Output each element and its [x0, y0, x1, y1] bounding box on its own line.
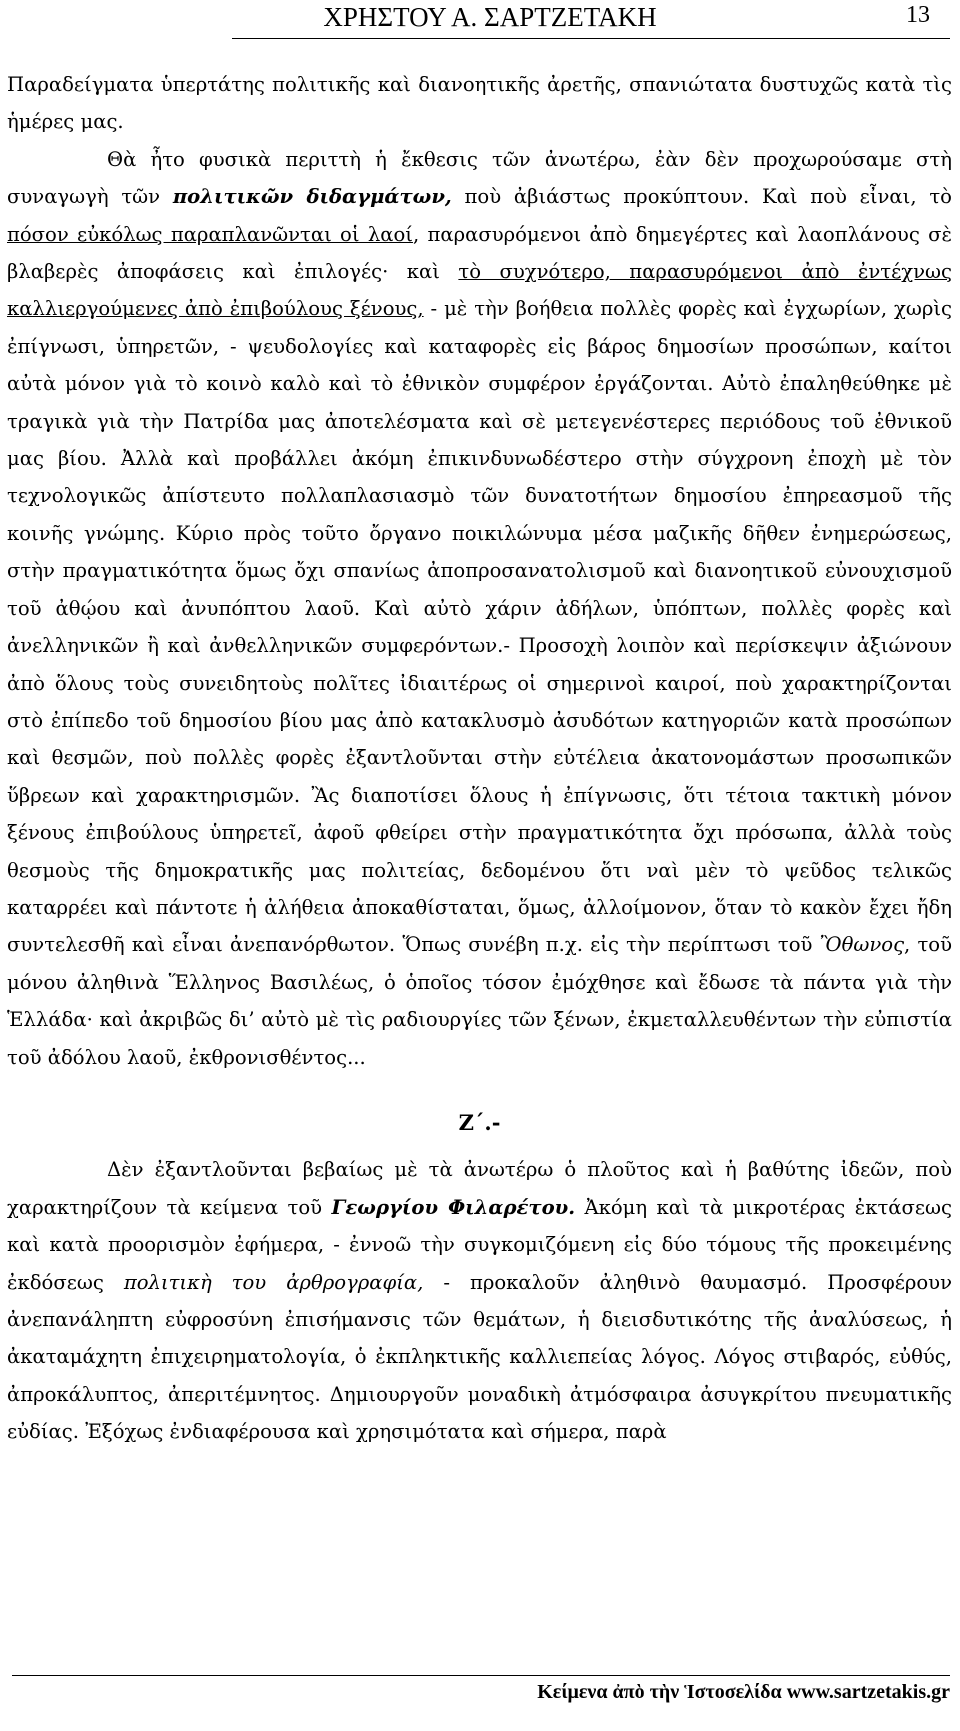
document-body	[7, 66, 952, 1451]
text-run: - μὲ τὴν βοήθεια πολλὲς φορὲς καὶ ἐγχωρίων, χωρὶς ἐπίγνωσι, ὑπηρετῶν, - ψευδολογίες καὶ καταφορὲς εἰς βάρος δημοσίων προσώπων, καίτοι αὐτὰ μόνον γιὰ τὸ κοινὸ καλὸ καὶ τὸ ἐθνικὸν συμφέρον ἐργάζονται. Αὐτὸ ἐπαληθεύθηκε μὲ τραγικὰ γιὰ τὴν Πατρίδα μας ἀποτελέσματα καὶ σὲ μετεγενέστερες περιόδους τοῦ ἐθνικοῦ μας βίου. Ἀλλὰ καὶ προβάλλει ἀκόμη ἐπικινδυνωδέστερο στὴν σύγχρονη ἐποχὴ μὲ τὸν τεχνολογικῶς ἀπίστευτο πολλαπλασιασμὸ τῶν δυνατοτήτων δημοσίου ἐπηρεασμοῦ τῆς κοινῆς γνώμης. Κύριο πρὸς τοῦτο ὄργανο ποικιλώνυμα μέσα μαζικῆς δῆθεν ἐνημερώσεως, στὴν πραγματικότητα ὅμως ὄχι σπανίως ἀποπροσανατολισμοῦ καὶ διανοητικοῦ εὐνουχισμοῦ τοῦ ἀθῴου καὶ ἀνυπόπτου λαοῦ. Καὶ αὐτὸ χάριν ἀδήλων, ὑπόπτων, πολλὲς φορὲς καὶ ἀνελληνικῶν ἢ καὶ ἀνθελληνικῶν συμφερόντων.- Προσοχὴ λοιπὸν καὶ περίσκεψιν ἀξιώνουν ἀπὸ ὅλους τοὺς συνειδητοὺς πολῖτες ἰδιαιτέρως οἱ σημερινοὶ καιροί, ποὺ χαρακτηρίζονται στὸ ἐπίπεδο τοῦ δημοσίου βίου μας ἀπὸ κατακλυσμὸ ἀσυδότων κατηγοριῶν κατὰ προσώπων καὶ θεσμῶν, ποὺ πολλὲς φορὲς ἐξαντλοῦνται στὴν εὐτέλεια ἀκατονομάστων προσωπικῶν ὕβρεων καὶ χαρακτηρισμῶν. Ἂς διαποτίσει ὅλους ἡ ἐπίγνωσις, ὅτι τέτοια τακτικὴ μόνον ξένους ἐπιβούλους ὑπηρετεῖ, ἀφοῦ φθείρει στὴν πραγματικότητα ὄχι πρόσωπα, ἀλλὰ τοὺς θεσμοὺς τῆς δημοκρατικῆς μας πολιτείας, δεδομένου ὅτι ναὶ μὲν τὸ ψεῦδος τελικῶς καταρρέει καὶ πάντοτε ἡ ἀλήθεια ἀποκαθίσταται, ὅμως, ἀλλοίμονον, ὅταν τὸ κακὸν ἔχει ἤδη συντελεσθῆ καὶ εἶναι ἀνεπανόρθωτον. Ὅπως συνέβη π.χ. εἰς τὴν περίπτωσι τοῦ	[7, 297, 952, 957]
underlined-phrase-foreign-plotters: τὸ συχνότερο, παρασυρόμενοι ἀπὸ ἐντέχνως καλλιεργούμενες ἀπὸ ἐπιβούλους ξένους,	[7, 260, 952, 321]
header-rule	[232, 38, 950, 39]
text-run: , τοῦ μόνου ἀληθινὰ Ἕλληνος Βασιλέως, ὁ ὁποῖος τόσον ἐμόχθησε καὶ ἔδωσε τὰ πάντα γιὰ τὴν Ἑλλάδα· καὶ ἀκριβῶς δι’ αὐτὸ μὲ τὶς ραδιουργίες τῶν ξένων, ἐκμεταλλευθέντων τὴν εὐπιστία τοῦ ἀδόλου λαοῦ, ἐκθρονισθέντος...	[7, 933, 952, 1069]
text-run: - προκαλοῦν ἀληθινὸ θαυμασμό. Προσφέρουν ἀνεπανάληπτη εὐφροσύνη ἐπισήμανσις τῶν θεμάτων, ἡ διεισδυτικότης τῆς ἀναλύσεως, ἡ ἀκαταμάχητη ἐπιχειρηματολογία, ὁ ἐκπληκτικῆς καλλιεπείας λόγος. Λόγος στιβαρός, εὐθύς, ἀπροκάλυπτος, ἀπεριτέμνητος. Δημιουργοῦν μοναδικὴ ἀτμόσφαιρα ἀσυγκρίτου πνευματικῆς εὐδίας. Ἐξόχως ἐνδιαφέρουσα καὶ χρησιμότατα καὶ σήμερα, παρὰ	[7, 1270, 953, 1444]
emphasis-author-name: Γεωργίου Φιλαρέτου.	[331, 1195, 576, 1219]
footer-rule	[12, 1675, 950, 1676]
text-run: , παρασυρόμενοι ἀπὸ δημεγέρτες καὶ λαοπλάνους σὲ βλαβερὲς ἀποφάσεις καὶ ἐπιλογές· καὶ	[7, 222, 952, 284]
emphasis-political-lessons: πολιτικῶν διδαγμάτων,	[172, 185, 452, 209]
section-heading: Ζ΄.-	[458, 1109, 501, 1135]
page-header	[220, 0, 930, 36]
page-number: 13	[906, 2, 930, 28]
running-title: ΧΡΗΣΤΟΥ Α. ΣΑΡΤΖΕΤΑΚΗ	[323, 2, 657, 32]
emphasis-political-articles: πολιτικὴ του ἀρθρογραφία,	[123, 1270, 424, 1294]
text-run: Ἀκόμη καὶ τὰ μικροτέρας ἐκτάσεως καὶ κατὰ προορισμὸν ἐφήμερα, - ἐννοῶ τὴν συγκομιζόμενη εἰς δύο τόμους τῆς προκειμένης ἐκδόσεως	[7, 1195, 953, 1294]
page-footer	[0, 1675, 950, 1715]
text-run: Δὲν ἐξαντλοῦνται βεβαίως μὲ τὰ ἀνωτέρω ὁ πλοῦτος καὶ ἡ βαθύτης ἰδεῶν, ποὺ χαρακτηρίζουν τὰ κείμενα τοῦ	[7, 1158, 952, 1219]
emphasis-othon: Ὂθωνος	[819, 933, 905, 957]
paragraph-main	[7, 141, 952, 1076]
footer-source: Κείμενα ἀπὸ τὴν Ἱστοσελίδα www.sartzetakis.gr	[537, 1681, 950, 1703]
paragraph-intro: Παραδείγματα ὑπερτάτης πολιτικῆς καὶ διανοητικῆς ἀρετῆς, σπανιώτατα δυστυχῶς κατὰ τὶς ἡμέρες μας.	[7, 73, 952, 134]
text-run: Θὰ ἦτο φυσικὰ περιττὴ ἡ ἔκθεσις τῶν ἀνωτέρω, ἐὰν δὲν προχωρούσαμε στὴ συναγωγὴ τῶν	[7, 147, 952, 209]
underlined-phrase-peoples-misled: πόσον εὐκόλως παραπλανῶνται οἱ λαοί	[7, 222, 413, 246]
text-run: ποὺ ἀβιάστως προκύπτουν. Καὶ ποὺ εἶναι, τὸ	[451, 185, 952, 209]
paragraph-section-z	[7, 1151, 952, 1450]
